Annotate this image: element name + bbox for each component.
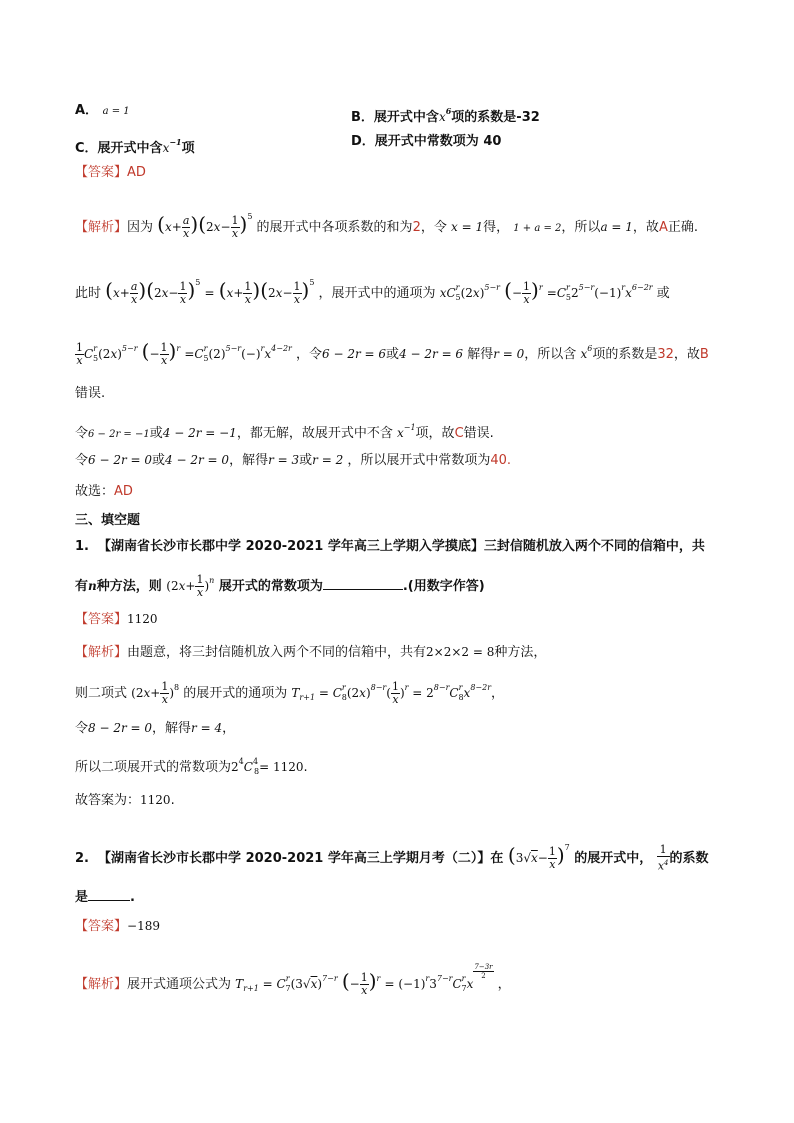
analysis-line-1: 【解析】因为 (x+ $\frac{a}{x}$ )(2x− $\frac{1}{x}$ )$^5$ 的展开式中各项系数的和为2，令 x = 1得， 1 + a = 2，所以a = 1，故A正确.: [75, 212, 698, 240]
problem-1-analysis-4: 所以二项展开式的常数项为$2^4C^4_8= 1120$.: [75, 757, 308, 776]
problem-1-analysis-3: 令8 − 2r = 0，解得r = 4，: [75, 721, 236, 736]
problem-1-analysis-1: 【解析】由题意，将三封信随机放入两个不同的信箱中，共有2×2×2 = 8种方法，: [75, 645, 547, 660]
answer-line: 【答案】AD: [75, 165, 146, 180]
answer-blank[interactable]: [323, 575, 403, 590]
analysis-line-2: 此时 (x+ $\frac{a}{x}$ )(2x− $\frac{1}{x}$ )$^5$ = (x+ $\frac{1}{x}$ )(2x− $\frac{1}{x}$ )$^5$ ，展开式中的通项为 $xC^r_5(2x)^{5-r}$ (− $\frac{1}{x}$ )$^r =C^r_52^{5-r}(-1)^rx^{6-2r}$ 或: [75, 278, 670, 306]
answer-blank[interactable]: [88, 886, 130, 901]
option-a: A． a = 1: [75, 103, 130, 118]
final-choice: 故选：AD: [75, 484, 133, 499]
analysis-line-4: 错误.: [75, 386, 106, 401]
problem-2-stem-line-1: 2. 【湖南省长沙市长郡中学 2020-2021 学年高三上学期月考（二）】在 (3√x− $\frac{1}{x}$ )$^7$ 的展开式中， $\frac{1}{x^4}$ 的系数: [75, 843, 709, 873]
problem-2-stem-line-2: 是 .: [75, 886, 135, 908]
problem-2-analysis-1: 【解析】展开式通项公式为 $T_{r+1} = C^r_7(3√x)^{7-r}$ (− $\frac{1}{x}$ )$^r = (-1)^r3^{7-r}C^r_7x$ $\frac{7-3r}{2}$ ，: [75, 963, 511, 997]
problem-1-analysis-2: 则二项式 (2x+ $\frac{1}{x}$ )$^8$ 的展开式的通项为 $T_{r+1} = C^r_8(2x)^{8-r}$( $\frac{1}{x}$ )$^r = 2^{8-r}C^r_8x^{8-2r}$，: [75, 680, 505, 706]
problem-2-answer: 【答案】−189: [75, 919, 160, 934]
analysis-line-3: $\frac{1}{x}$ $C^r_5(2x)^{5-r}$ (− $\frac{1}{x}$ )$^r =C^r_5(2)^{5-r}(-)^rx^{4-2r}$ ，令6 − 2r = 6或4 − 2r = 6 解得r = 0，所以含 $x^6$项的系数是32，故B: [76, 339, 709, 367]
section-title: 三、填空题: [75, 513, 141, 528]
analysis-line-6: 令6 − 2r = 0或4 − 2r = 0，解得r = 3或r = 2 ，所以展开式中常数项为40.: [75, 453, 512, 468]
analysis-line-5: 令6 − 2r = −1或4 − 2r = −1，都无解，故展开式中不含 $x^{-1}$项，故C错误.: [75, 423, 494, 441]
problem-1-analysis-5: 故答案为：1120.: [75, 793, 175, 808]
option-d: D．展开式中常数项为 40: [351, 134, 502, 149]
option-c: C．展开式中含$x^{-1}$项: [75, 137, 195, 156]
problem-1-stem-line-1: 1. 【湖南省长沙市长郡中学 2020-2021 学年高三上学期入学摸底】三封信随机放入两个不同的信箱中，共: [75, 539, 705, 554]
option-b: B．展开式中含$x^6$项的系数是-32: [351, 106, 540, 125]
problem-1-answer: 【答案】1120: [75, 612, 158, 627]
problem-1-stem-line-2: 有n种方法，则 (2x+ $\frac{1}{x}$ )$^n$ 展开式的常数项为 .(用数字作答): [75, 573, 485, 599]
